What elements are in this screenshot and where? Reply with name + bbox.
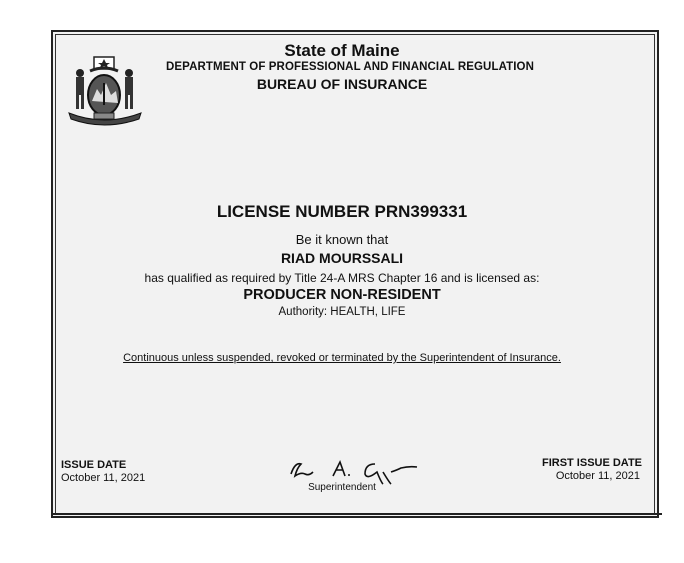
issue-date-value: October 11, 2021 <box>61 472 146 484</box>
license-number: LICENSE NUMBER PRN399331 <box>216 202 468 221</box>
bureau-name: BUREAU OF INSURANCE <box>256 76 428 92</box>
state-title: State of Maine <box>284 41 400 60</box>
license-authority: Authority: HEALTH, LIFE <box>278 306 406 318</box>
qualification-statement: has qualified as required by Title 24-A MRS Chapter 16 and is licensed as: <box>144 271 540 285</box>
first-issue-date-label: FIRST ISSUE DATE <box>541 457 642 469</box>
superintendent-title: Superintendent <box>308 482 376 493</box>
issue-date-label: ISSUE DATE <box>61 459 127 471</box>
license-type: PRODUCER NON-RESIDENT <box>243 287 441 303</box>
known-statement: Be it known that <box>295 232 389 247</box>
first-issue-date-value: October 11, 2021 <box>555 470 640 482</box>
continuity-terms: Continuous unless suspended, revoked or terminated by the Superintendent of Insurance. <box>123 352 561 364</box>
department-name: DEPARTMENT OF PROFESSIONAL AND FINANCIAL REGULATION <box>166 61 534 73</box>
bottom-edge-line <box>51 513 662 515</box>
licensee-name: RIAD MOURSSALI <box>280 250 404 266</box>
